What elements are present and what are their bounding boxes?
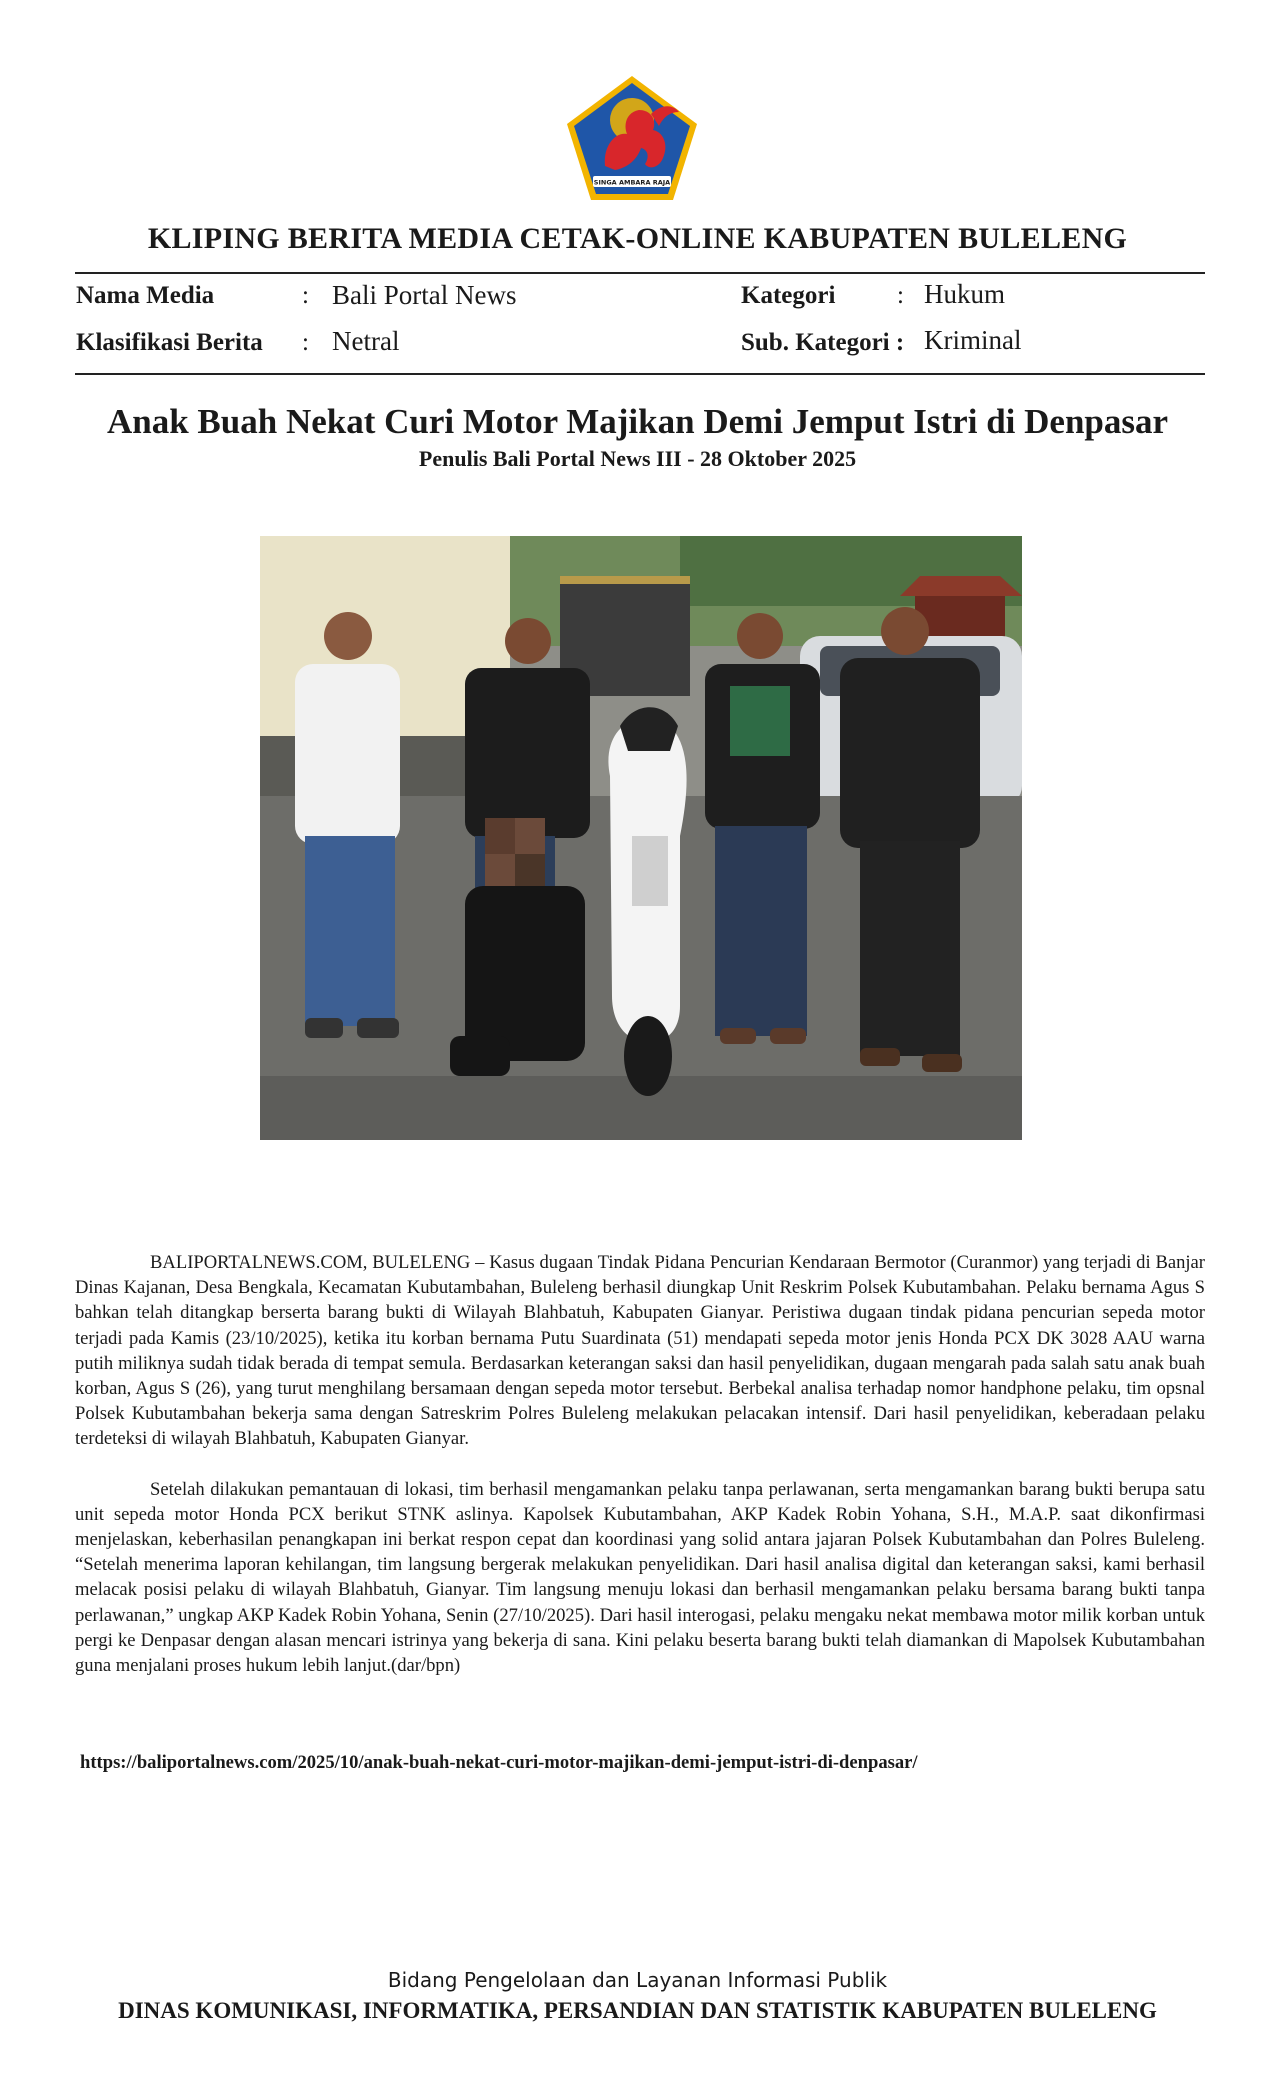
classification-colon: :: [302, 329, 309, 356]
source-link[interactable]: https://baliportalnews.com/2025/10/anak-buah-nekat-curi-motor-majikan-demi-jemput-istri-di-denpasar/: [80, 1752, 918, 1773]
subcategory-value: Kriminal: [924, 325, 1022, 355]
crest-icon: [565, 74, 699, 202]
article-byline: Penulis Bali Portal News III - 28 Oktober 2025: [418, 446, 857, 471]
news-photo: [260, 536, 1022, 1140]
subcategory-label: Sub. Kategori :: [741, 329, 905, 356]
classification-value: Netral: [332, 326, 400, 356]
article-headline: Anak Buah Nekat Curi Motor Majikan Demi Jemput Istri di Denpasar: [106, 402, 1169, 441]
media-colon: :: [302, 282, 309, 309]
category-value: Hukum: [924, 279, 1005, 309]
category-label: Kategori: [741, 282, 836, 309]
emblem-motto: SINGA AMBARA RAJA: [593, 178, 671, 187]
divider-bottom: [75, 373, 1205, 375]
category-colon: :: [897, 282, 904, 309]
footer-unit: Bidang Pengelolaan dan Layanan Informasi Publik: [387, 1968, 888, 1992]
page-heading: KLIPING BERITA MEDIA CETAK-ONLINE KABUPATEN BULELENG: [147, 222, 1128, 255]
classification-label: Klasifikasi Berita: [76, 329, 263, 356]
photo-icon: [260, 536, 1022, 1140]
divider-top: [75, 272, 1205, 274]
article-body: [75, 1250, 1205, 1703]
media-label: Nama Media: [76, 282, 215, 309]
regency-emblem: [565, 74, 699, 202]
article-paragraph: Setelah dilakukan pemantauan di lokasi, tim berhasil mengamankan pelaku tanpa perlawanan, serta mengamankan barang bukti berupa satu unit sepeda motor Honda PCX berikut STNK aslinya. Kapolsek Kubutambahan, AKP Kadek Robin Yohana, S.H., M.A.P. saat dikonfirmasi menjelaskan, keberhasilan penangkapan ini berkat respon cepat dan koordinasi yang solid antara jajaran Polsek Kubutambahan dan Polres Buleleng. “Setelah menerima laporan kehilangan, tim langsung bergerak melakukan penyelidikan. Dari hasil analisa digital dan keterangan saksi, kami berhasil melacak posisi pelaku di wilayah Blahbatuh, Gianyar. Tim langsung menuju lokasi dan berhasil mengamankan pelaku bersama barang bukti tanpa perlawanan,” ungkap AKP Kadek Robin Yohana, Senin (27/10/2025). Dari hasil interogasi, pelaku mengaku nekat membawa motor milik korban untuk pergi ke Denpasar dengan alasan mencari istrinya yang bekerja di sana. Kini pelaku beserta barang bukti telah diamankan di Mapolsek Kubutambahan guna menjalani proses hukum lebih lanjut.(dar/bpn): [75, 1478, 1205, 1677]
article-paragraph: BALIPORTALNEWS.COM, BULELENG – Kasus dugaan Tindak Pidana Pencurian Kendaraan Bermotor (Curanmor) yang terjadi di Banjar Dinas Kajanan, Desa Bengkala, Kecamatan Kubutambahan, Buleleng berhasil diungkap Unit Reskrim Polsek Kubutambahan. Pelaku bernama Agus S bahkan telah ditangkap berserta barang bukti di Wilayah Blahbatuh, Kabupaten Gianyar. Peristiwa dugaan tindak pidana pencurian sepeda motor terjadi pada Kamis (23/10/2025), ketika itu korban bernama Putu Suardinata (51) mendapati sepeda motor jenis Honda PCX DK 3028 AAU warna putih miliknya sudah tidak berada di tempat semula. Berdasarkan keterangan saksi dan hasil penyelidikan, dugaan mengarah pada salah satu anak buah korban, Agus S (26), yang turut menghilang bersamaan dengan sepeda motor tersebut. Berbekal analisa terhadap nomor handphone pelaku, tim opsnal Polsek Kubutambahan bekerja sama dengan Satreskrim Polres Buleleng melakukan pelacakan intensif. Dari hasil penyelidikan, keberadaan pelaku terdeteksi di wilayah Blahbatuh, Kabupaten Gianyar.: [75, 1252, 1205, 1450]
footer-department: DINAS KOMUNIKASI, INFORMATIKA, PERSANDIAN DAN STATISTIK KABUPATEN BULELENG: [118, 1998, 1157, 2023]
media-value: Bali Portal News: [332, 280, 517, 310]
